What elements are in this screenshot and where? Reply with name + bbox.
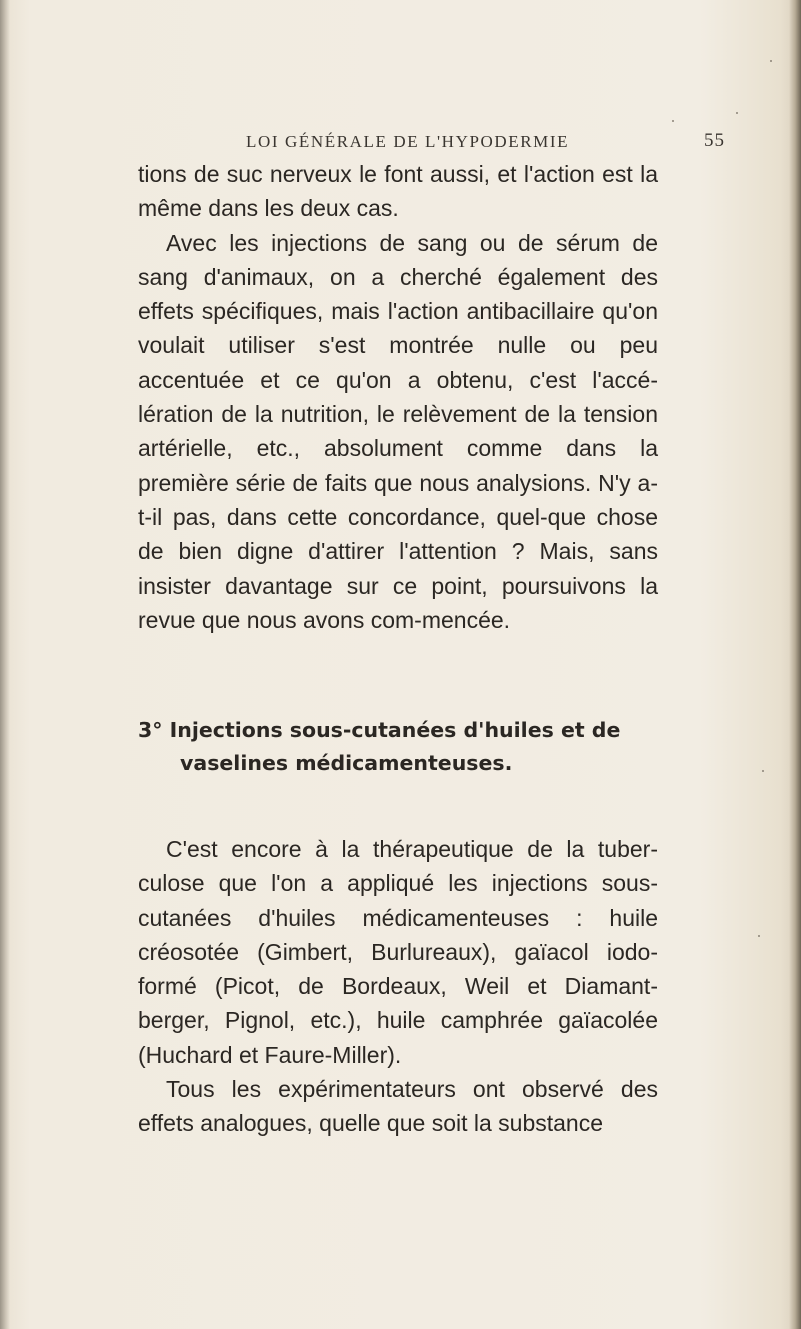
paper-speck — [758, 935, 760, 937]
page-number: 55 — [704, 130, 725, 151]
paragraph-huiles: C'est encore à la thérapeutique de la tuber-culose que l'on a appliqué les injections sous-cutanées d'huiles médicamenteuses : huile créosotée (Gimbert, Burlureaux), gaïacol iodo-formé (Picot, de Bordeaux, Weil et Diamant-berger, Pignol, etc.), huile camphrée gaïacolée (Huchard et Faure-Miller). — [138, 836, 658, 1068]
paragraph-continuation: tions de suc nerveux le font aussi, et l'action est la même dans les deux cas. — [138, 161, 658, 222]
running-head — [0, 128, 801, 158]
paragraph-experimentateurs: Tous les expérimentateurs ont observé des effets analogues, quelle que soit la substance — [138, 1076, 658, 1137]
running-head-title: LOI GÉNÉRALE DE L'HYPODERMIE — [246, 132, 570, 151]
page-binding-edge — [0, 0, 10, 1329]
paper-speck — [736, 112, 738, 114]
paragraph-sang-serum: Avec les injections de sang ou de sérum de sang d'animaux, on a cherché également des effets spécifiques, mais l'action antibacillaire qu'on voulait utiliser s'est montrée nulle ou peu accentuée et ce qu'on a obtenu, c'est l'accé-lération de la nutrition, le relèvement de la tension artérielle, etc., absolument comme dans la première série de faits que nous analysions. N'y a-t-il pas, dans cette concordance, quel-que chose de bien digne d'attirer l'attention ? Mais, sans insister davantage sur ce point, poursuivons la revue que nous avons com-mencée. — [138, 229, 658, 633]
paper-speck — [762, 770, 764, 772]
section-heading-line-1: 3° Injections sous-cutanées d'huiles et de — [138, 718, 621, 742]
page-outer-edge — [789, 0, 801, 1329]
section-heading-line-2: vaselines médicamenteuses. — [180, 751, 513, 775]
paper-speck — [672, 120, 674, 122]
section-heading — [138, 714, 678, 780]
body-text-upper — [138, 157, 658, 637]
body-text-lower — [138, 832, 658, 1141]
paper-speck — [770, 60, 772, 62]
